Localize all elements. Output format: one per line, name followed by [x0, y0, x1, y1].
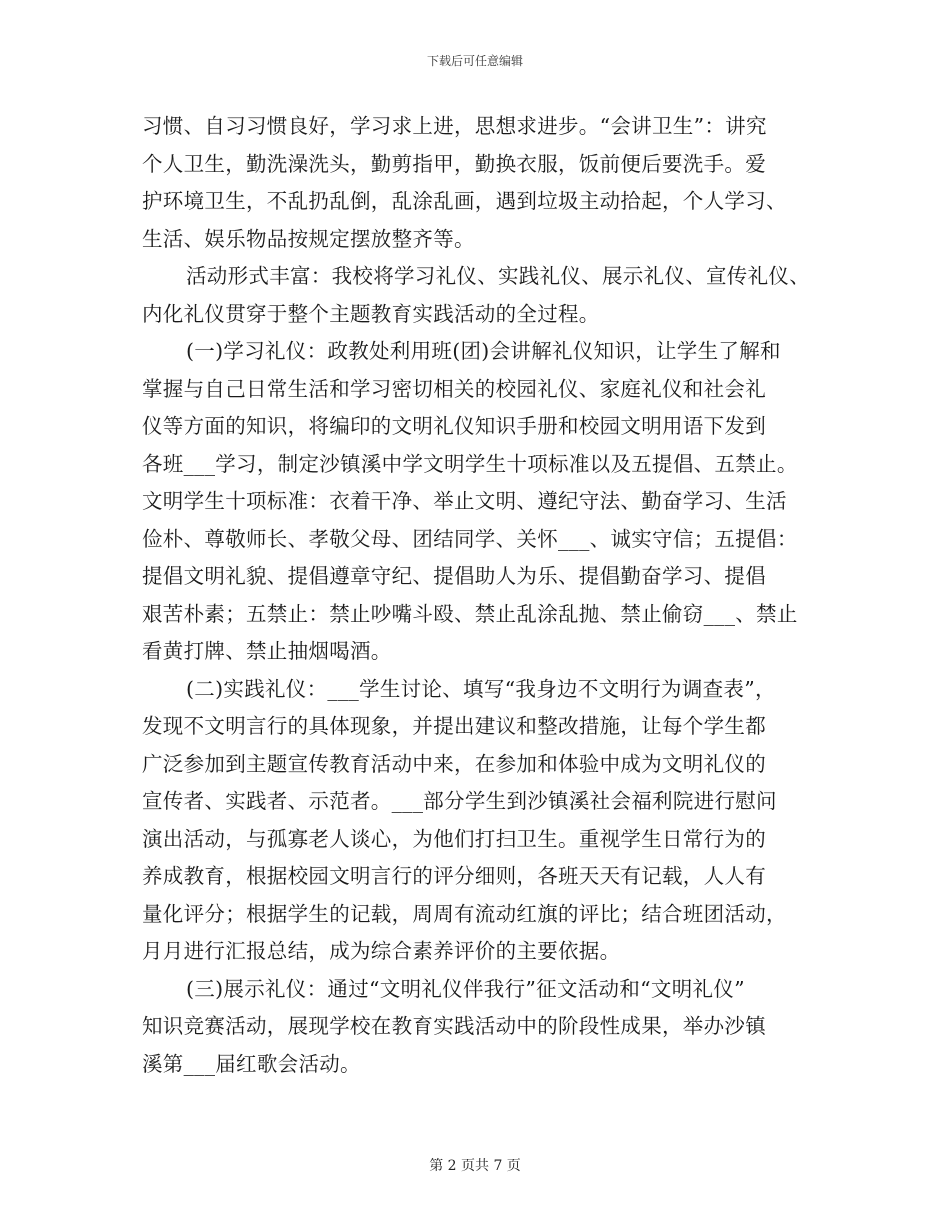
- text-line: 内化礼仪贯穿于整个主题教育实践活动的全过程。: [142, 301, 600, 326]
- text-line: (二)实践礼仪：___学生讨论、填写“我身边不文明行为调查表”，: [186, 676, 776, 701]
- text-line: 文明学生十项标准：衣着干净、举止文明、遵纪守法、勤奋学习、生活: [142, 489, 787, 513]
- text-line: 发现不文明言行的具体现象，并提出建议和整改措施，让每个学生都: [142, 714, 766, 738]
- text-line: 养成教育，根据校园文明言行的评分细则，各班天天有记载，人人有: [142, 864, 766, 888]
- text-line: 掌握与自己日常生活和学习密切相关的校园礼仪、家庭礼仪和社会礼: [142, 376, 766, 401]
- text-line: 提倡文明礼貌、提倡遵章守纪、提倡助人为乐、提倡勤奋学习、提倡: [142, 564, 766, 588]
- text-line: 护环境卫生，不乱扔乱倒，乱涂乱画，遇到垃圾主动拾起，个人学习、: [142, 189, 787, 213]
- page-header: 下载后可任意编辑: [426, 54, 523, 68]
- text-line: 生活、娱乐物品按规定摆放整齐等。: [142, 226, 475, 251]
- text-line: 习惯、自习习惯良好，学习求上进，思想求进步。“会讲卫生”：讲究: [142, 114, 767, 138]
- text-line: 艰苦朴素；五禁止：禁止吵嘴斗殴、禁止乱涂乱抛、禁止偷窃___、禁止: [142, 601, 798, 626]
- text-line: 月月进行汇报总结，成为综合素养评价的主要依据。: [142, 939, 621, 963]
- text-line: 俭朴、尊敬师长、孝敬父母、团结同学、关怀___、诚实守信；五提倡：: [142, 526, 798, 551]
- text-line: 各班___学习，制定沙镇溪中学文明学生十项标准以及五提倡、五禁止。: [142, 451, 798, 476]
- text-line: (三)展示礼仪：通过“文明礼仪伴我行”征文活动和“文明礼仪”: [186, 976, 745, 1001]
- document-body: [142, 108, 812, 1083]
- text-line: 广泛参加到主题宣传教育活动中来，在参加和体验中成为文明礼仪的: [142, 751, 766, 776]
- text-line: 看黄打牌、禁止抽烟喝酒。: [142, 639, 392, 663]
- text-line: 知识竞赛活动，展现学校在教育实践活动中的阶段性成果，举办沙镇: [142, 1014, 766, 1038]
- text-line: 个人卫生，勤洗澡洗头，勤剪指甲，勤换衣服，饭前便后要洗手。爱: [142, 151, 766, 176]
- text-line: 仪等方面的知识，将编印的文明礼仪知识手册和校园文明用语下发到: [142, 414, 766, 438]
- text-line: 宣传者、实践者、示范者。___部分学生到沙镇溪社会福利院进行慰问: [142, 789, 777, 813]
- text-line: 活动形式丰富：我校将学习礼仪、实践礼仪、展示礼仪、宣传礼仪、: [186, 264, 810, 288]
- text-line: (一)学习礼仪：政教处利用班(团)会讲解礼仪知识，让学生了解和: [186, 339, 781, 363]
- text-line: 量化评分；根据学生的记载，周周有流动红旗的评比；结合班团活动，: [142, 901, 787, 926]
- text-line: 溪第___届红歌会活动。: [142, 1051, 361, 1076]
- text-line: 演出活动，与孤寡老人谈心，为他们打扫卫生。重视学生日常行为的: [142, 826, 766, 851]
- page-number: 第 2 页共 7 页: [429, 1158, 521, 1174]
